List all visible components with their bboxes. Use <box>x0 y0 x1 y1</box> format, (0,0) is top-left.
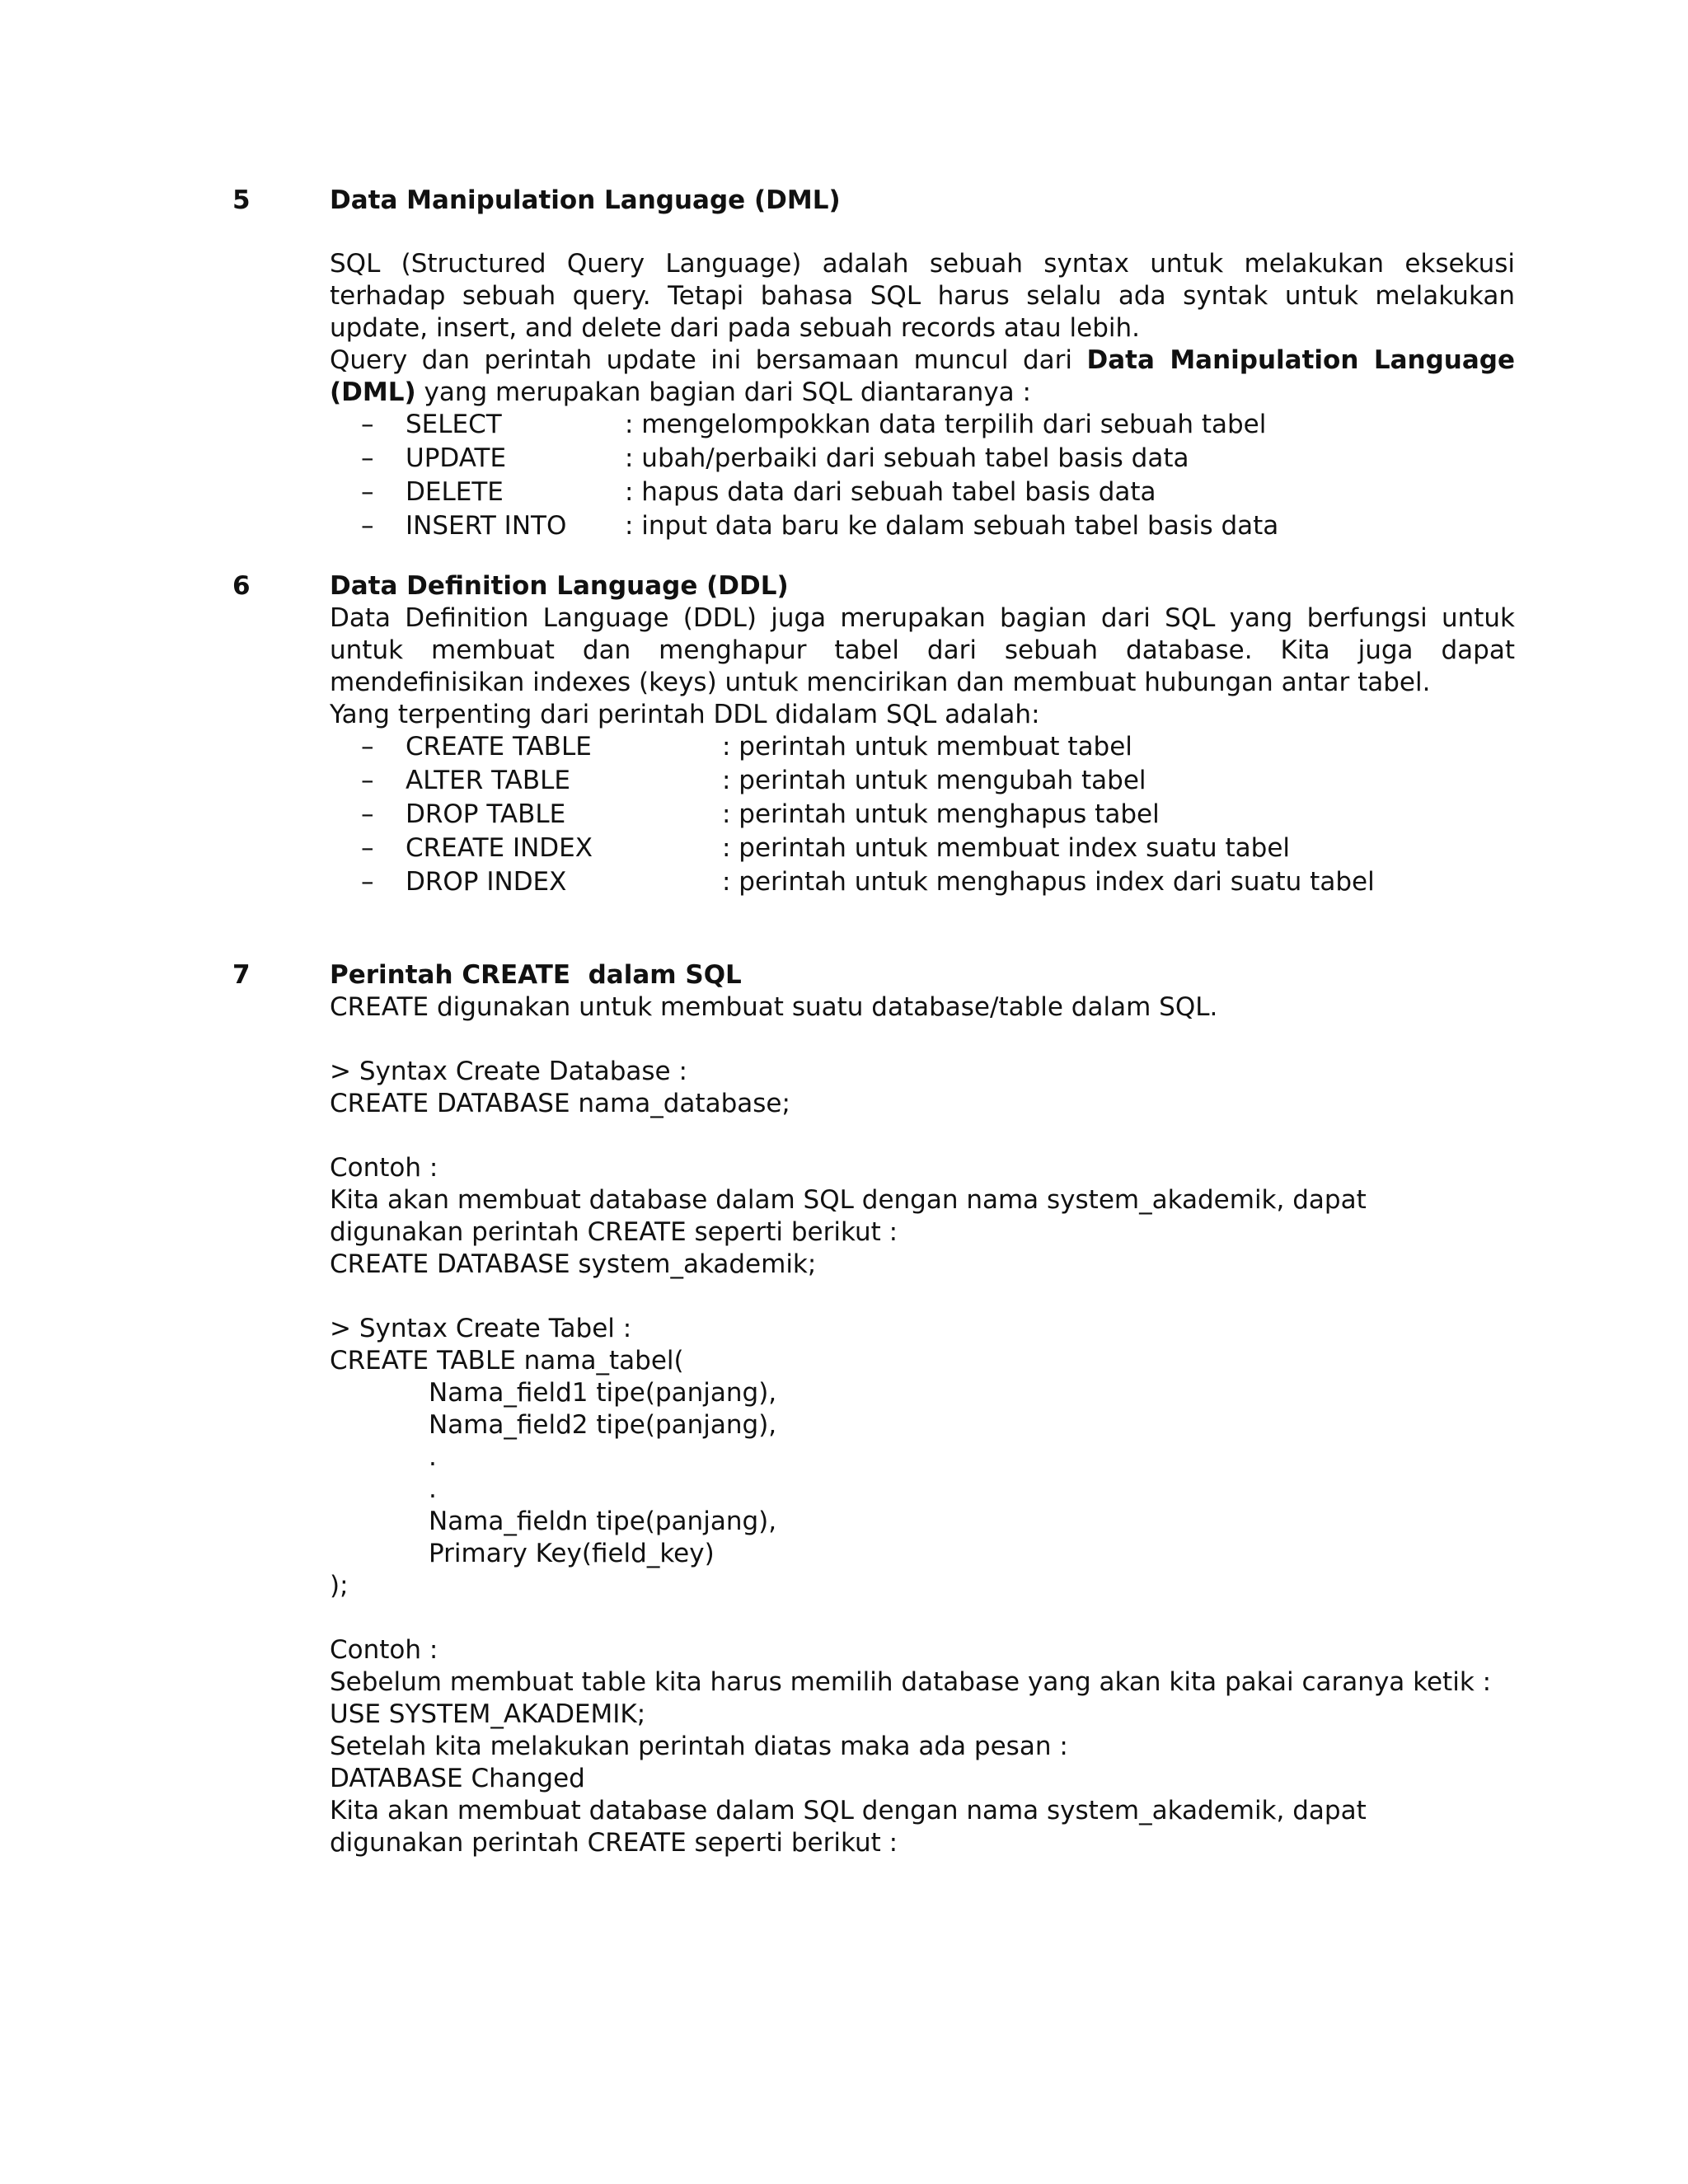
example-label: Contoh : <box>330 1153 438 1183</box>
example-code: USE SYSTEM_AKADEMIK; <box>330 1699 646 1729</box>
syntax-table-close: ); <box>330 1571 349 1601</box>
syntax-database-label: > Syntax Create Database : <box>330 1057 687 1086</box>
lead-text: Query dan perintah update ini bersamaan muncul dari <box>330 345 1087 375</box>
command-description: : perintah untuk membuat index suatu tabel <box>722 833 1291 863</box>
section-number: 6 <box>232 571 251 601</box>
section-intro: SQL (Structured Query Language) adalah sebuah syntax untuk melakukan eksekusi terhadap sebuah query. Tetapi bahasa SQL harus selalu ada syntak untuk melakukan update, insert, and delete dari pada sebuah records atau lebih. <box>330 249 1515 343</box>
syntax-table-line: Primary Key(field_key) <box>429 1539 715 1568</box>
syntax-table-label: > Syntax Create Tabel : <box>330 1314 632 1343</box>
list-item <box>330 443 1515 476</box>
command-description: : ubah/perbaiki dari sebuah tabel basis data <box>625 443 1189 473</box>
list-item <box>330 476 1515 510</box>
section-content <box>330 185 1515 544</box>
dash-bullet: – <box>361 799 374 829</box>
example-text: Kita akan membuat database dalam SQL dengan nama system_akademik, dapat digunakan perintah CREATE seperti berikut : <box>330 1796 1367 1858</box>
section-intro: Data Definition Language (DDL) juga merupakan bagian dari SQL yang berfungsi untuk untuk membuat dan menghapur tabel dari sebuah database. Kita juga dapat mendefinisikan indexes (keys) untuk mencirikan dan membuat hubungan antar tabel. <box>330 603 1515 697</box>
dash-bullet: – <box>361 867 374 897</box>
section-content <box>330 959 1515 1859</box>
dash-bullet: – <box>361 511 374 541</box>
command-description: : input data baru ke dalam sebuah tabel basis data <box>625 511 1279 541</box>
syntax-table-open: CREATE TABLE nama_tabel( <box>330 1346 684 1376</box>
command-term: DROP INDEX <box>406 867 567 897</box>
syntax-table-line: Nama_field1 tipe(panjang), <box>429 1378 777 1408</box>
section-lead <box>330 344 1515 409</box>
section-heading: Data Definition Language (DDL) <box>330 571 789 601</box>
example-code: CREATE DATABASE system_akademik; <box>330 1249 817 1279</box>
command-term: UPDATE <box>406 443 507 473</box>
syntax-table-line: Nama_fieldn tipe(panjang), <box>429 1507 777 1536</box>
command-description: : perintah untuk menghapus tabel <box>722 799 1160 829</box>
example-text: Kita akan membuat database dalam SQL dengan nama system_akademik, dapat digunakan perintah CREATE seperti berikut : <box>330 1185 1367 1247</box>
list-item <box>330 866 1515 900</box>
example-text: Setelah kita melakukan perintah diatas maka ada pesan : <box>330 1732 1068 1761</box>
example-label: Contoh : <box>330 1635 438 1665</box>
lead-text-end: yang merupakan bagian dari SQL diantaranya : <box>415 377 1031 407</box>
dash-bullet: – <box>361 732 374 762</box>
section-lead: Yang terpenting dari perintah DDL didalam SQL adalah: <box>330 700 1040 729</box>
list-item <box>330 731 1515 765</box>
list-item <box>330 510 1515 544</box>
command-term: DELETE <box>406 477 504 507</box>
section-heading: Data Manipulation Language (DML) <box>330 185 841 215</box>
dash-bullet: – <box>361 766 374 795</box>
list-item <box>330 799 1515 832</box>
lead-bold-term: Data Manipulation Language (DML) <box>330 345 1515 407</box>
list-item <box>330 832 1515 866</box>
section-content <box>330 570 1515 900</box>
dml-command-list <box>330 409 1515 544</box>
dash-bullet: – <box>361 477 374 507</box>
command-description: : perintah untuk menghapus index dari suatu tabel <box>722 867 1375 897</box>
syntax-database-code: CREATE DATABASE nama_database; <box>330 1089 790 1118</box>
example-text: Sebelum membuat table kita harus memilih database yang akan kita pakai caranya ketik : <box>330 1667 1492 1697</box>
list-item <box>330 409 1515 443</box>
command-description: : mengelompokkan data terpilih dari sebuah tabel <box>625 410 1267 439</box>
syntax-table-line: . <box>429 1474 437 1504</box>
syntax-table-line: Nama_field2 tipe(panjang), <box>429 1410 777 1440</box>
section-intro: CREATE digunakan untuk membuat suatu database/table dalam SQL. <box>330 992 1218 1022</box>
ddl-command-list <box>330 731 1515 900</box>
list-item <box>330 765 1515 799</box>
command-description: : hapus data dari sebuah tabel basis data <box>625 477 1156 507</box>
section-heading: Perintah CREATE dalam SQL <box>330 960 742 990</box>
command-term: INSERT INTO <box>406 511 567 541</box>
section-number: 5 <box>232 185 251 215</box>
command-term: SELECT <box>406 410 502 439</box>
command-description: : perintah untuk membuat tabel <box>722 732 1132 762</box>
command-description: : perintah untuk mengubah tabel <box>722 766 1146 795</box>
syntax-table-line: . <box>429 1442 437 1472</box>
dash-bullet: – <box>361 443 374 473</box>
section-number: 7 <box>232 960 251 990</box>
command-term: CREATE TABLE <box>406 732 592 762</box>
command-term: DROP TABLE <box>406 799 566 829</box>
command-term: ALTER TABLE <box>406 766 570 795</box>
example-output: DATABASE Changed <box>330 1764 585 1793</box>
dash-bullet: – <box>361 833 374 863</box>
command-term: CREATE INDEX <box>406 833 593 863</box>
dash-bullet: – <box>361 410 374 439</box>
